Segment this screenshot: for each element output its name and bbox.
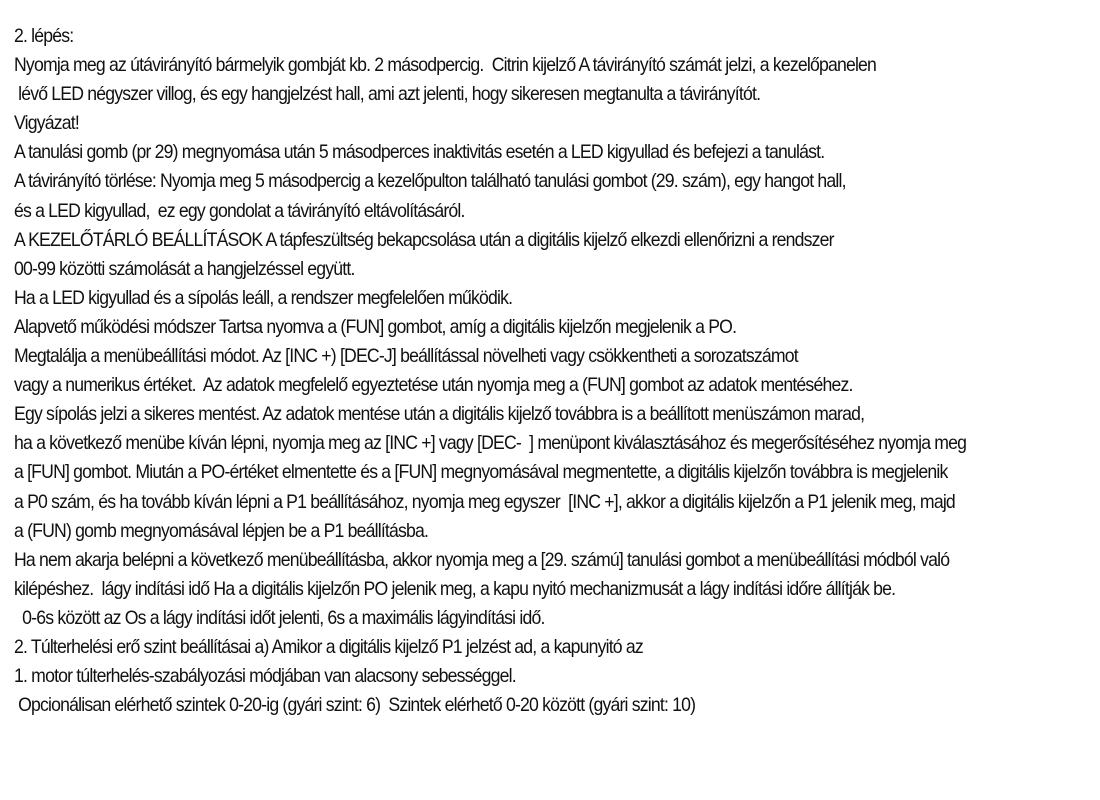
- text-line: 1. motor túlterhelés-szabályozási módjában van alacsony sebességgel.: [14, 665, 516, 688]
- text-line: Ha a LED kigyullad és a sípolás leáll, a rendszer megfelelően működik.: [14, 286, 513, 309]
- text-line: Nyomja meg az útávirányító bármelyik gombját kb. 2 másodpercig. Citrin kijelző A távirányító számát jelzi, a kezelőpanelen: [14, 54, 877, 77]
- text-line: 0-6s között az Os a lágy indítási időt jelenti, 6s a maximális lágyindítási idő.: [14, 606, 545, 629]
- text-line: Megtalálja a menübeállítási módot. Az [INC +) [DEC-J] beállítással növelheti vagy csökkentheti a sorozatszámot: [14, 345, 798, 368]
- manual-text-page: [14, 22, 1098, 720]
- text-line: lévő LED négyszer villog, és egy hangjelzést hall, ami azt jelenti, hogy sikeresen megtanulta a távirányítót.: [14, 83, 761, 106]
- text-line: Opcionálisan elérhető szintek 0-20-ig (gyári szint: 6) Szintek elérhető 0-20 között (gyári szint: 10): [14, 694, 696, 717]
- text-line: A tanulási gomb (pr 29) megnyomása után 5 másodperces inaktivitás esetén a LED kigyullad és befejezi a tanulást.: [14, 141, 825, 164]
- text-line: a [FUN] gombot. Miután a PO-értéket elmentette és a [FUN] megnyomásával megmentette, a digitális kijelzőn továbbra is megjelenik: [14, 461, 948, 484]
- text-line: A távirányító törlése: Nyomja meg 5 másodpercig a kezelőpulton található tanulási gombot (29. szám), egy hangot hall,: [14, 170, 846, 193]
- text-line: a P0 szám, és ha tovább kíván lépni a P1 beállításához, nyomja meg egyszer [INC +], akkor a digitális kijelzőn a P1 jelenik meg, majd: [14, 490, 955, 513]
- text-line: ha a következő menübe kíván lépni, nyomja meg az [INC +] vagy [DEC- ] menüpont kiválasztásához és megerősítéséhez nyomja meg: [14, 432, 967, 455]
- text-line: a (FUN) gomb megnyomásával lépjen be a P1 beállításba.: [14, 519, 429, 542]
- text-line: 2. lépés:: [14, 25, 74, 47]
- text-line: Vigyázat!: [14, 112, 79, 135]
- text-line: 2. Túlterhelési erő szint beállításai a) Amikor a digitális kijelző P1 jelzést ad, a kapunyitó az: [14, 635, 643, 658]
- text-line: 00-99 közötti számolását a hangjelzéssel együtt.: [14, 257, 355, 280]
- text-line: kilépéshez. lágy indítási idő Ha a digitális kijelzőn PO jelenik meg, a kapu nyitó mechanizmusát a lágy indítási időre állítják be.: [14, 577, 896, 600]
- text-line: Ha nem akarja belépni a következő menübeállításba, akkor nyomja meg a [29. számú] tanulási gombot a menübeállítási módból való: [14, 548, 950, 571]
- text-line: és a LED kigyullad, ez egy gondolat a távirányító eltávolításáról.: [14, 199, 465, 222]
- text-line: A KEZELŐTÁRLÓ BEÁLLÍTÁSOK A tápfeszültség bekapcsolása után a digitális kijelző elkezdi ellenőrizni a rendszer: [14, 228, 834, 251]
- text-line: vagy a numerikus értéket. Az adatok megfelelő egyeztetése után nyomja meg a (FUN] gombot az adatok mentéséhez.: [14, 374, 853, 397]
- text-line: Egy sípolás jelzi a sikeres mentést. Az adatok mentése után a digitális kijelző továbbra is a beállított menüszámon marad,: [14, 403, 865, 426]
- text-line: Alapvető működési módszer Tartsa nyomva a (FUN] gombot, amíg a digitális kijelzőn megjelenik a PO.: [14, 315, 737, 338]
